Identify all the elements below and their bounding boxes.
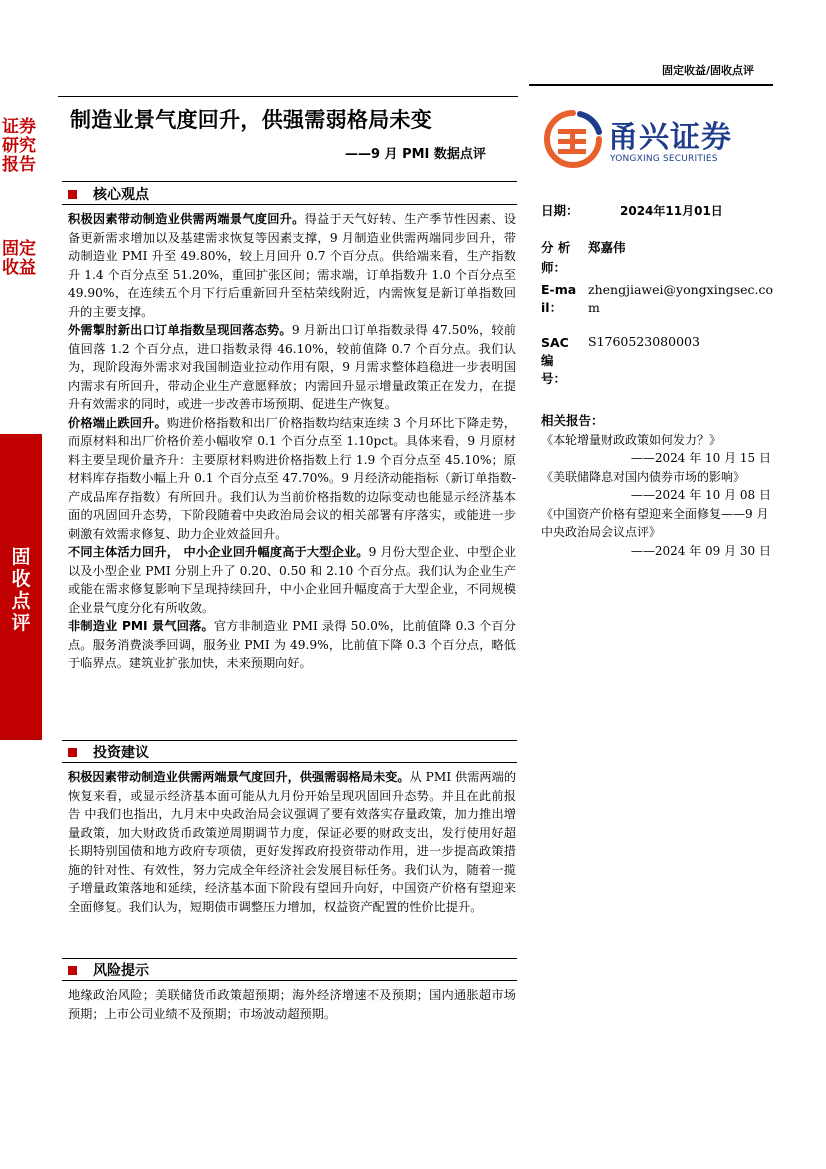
core-paragraph: 不同主体活力回升， 中小企业回升幅度高于大型企业。9 月份大型企业、中型企业以及小型企业 PMI 分别上升了 0.20、0.50 和 2.10 个百分点。我们认为企业生产或能在需求修复影响下呈现持续回升，中小企业回升幅度高于大型企业，不同规模企业景气度分化有所收敛。 xyxy=(68,545,516,615)
report-title: 制造业景气度回升，供强需弱格局未变 xyxy=(70,108,433,132)
section-heading-core-text: 核心观点 xyxy=(93,187,149,203)
report-category: 固定收益/固收点评 xyxy=(661,64,754,77)
related-item-date: ——2024 年 10 月 15 日 xyxy=(630,451,771,465)
related-item-title[interactable]: 《美联储降息对国内债券市场的影响》 xyxy=(541,469,746,484)
invest-body xyxy=(68,768,516,916)
section-heading-invest xyxy=(68,742,149,762)
side-label-middle: 固定收益 xyxy=(2,239,36,278)
core-paragraph: 外需掣肘新出口订单指数呈现回落态势。9 月新出口订单指数录得 47.50%，较前值回落 1.2 个百分点，进口指数录得 46.10%，较前值降 0.7 个百分点。我们认为，现阶段海外需求对我国制造业拉动作用有限，9 月需求整体趋稳进一步表明国内需求有所回升，带动企业生产意愿释放；内需回升显示增量政策正在发力，在提升有效需求的同时，或进一步改善市场预期、促进生产恢复。 xyxy=(68,323,516,411)
related-item-title[interactable]: 《中国资产价格有望迎来全面修复——9 月中央政治局会议点评》 xyxy=(541,506,769,539)
section-heading-invest-text: 投资建议 xyxy=(93,745,149,761)
section-rule-risk-bottom xyxy=(62,980,517,981)
section-heading-core xyxy=(68,184,149,204)
core-paragraph: 价格端止跌回升。购进价格指数和出厂价格指数均结束连续 3 个月环比下降走势，而原材料和出厂价格价差小幅收窄 0.1 个百分点至 1.10pct。具体来看，9 月原材料主要呈现价量齐升：主要原材料购进价格指数上行 1.9 个百分点至 45.10%；原材料库存指数小幅上升 0.1 个百分点至 47.70%。9 月经济动能指标（新订单指数-产成品库存指数）有所回升。我们认为当前价格指数的边际变动也能显示经济基本面的巩固回升态势，下阶段随着中央政治局会议的相关部署有序落实，或能进一步刺激有效需求修复、助力企业效益回升。 xyxy=(68,415,516,541)
logo-mark-icon xyxy=(544,110,602,168)
company-logo xyxy=(544,110,754,170)
side-label-bottom: 固收点评 xyxy=(11,546,31,634)
section-heading-risk-text: 风险提示 xyxy=(93,963,149,979)
related-item-title[interactable]: 《本轮增量财政政策如何发力？》 xyxy=(541,432,722,447)
section-bullet-icon xyxy=(68,966,77,975)
title-rule xyxy=(58,96,518,97)
report-subtitle: ——9 月 PMI 数据点评 xyxy=(345,147,486,162)
section-rule-risk xyxy=(62,958,517,959)
analyst-name: 郑嘉伟 xyxy=(588,240,626,255)
risk-paragraph: 地缘政治风险；美联储货币政策超预期；海外经济增速不及预期；国内通胀超市场预期；上市公司业绩不及预期；市场波动超预期。 xyxy=(68,988,516,1021)
risk-body xyxy=(68,986,516,1023)
logo-name-en: YONGXING SECURITIES xyxy=(610,154,718,164)
section-rule-invest xyxy=(62,740,517,741)
email-label: E-mail： xyxy=(541,282,577,315)
email-value[interactable]: zhengjiawei@yongxingsec.com xyxy=(588,282,774,315)
sac-value: S1760523080003 xyxy=(588,334,700,349)
related-reports xyxy=(541,412,771,560)
section-rule-core xyxy=(62,181,517,182)
date-value: 2024年11月01日 xyxy=(620,204,723,218)
sac-label: SAC 编号： xyxy=(541,335,569,386)
related-heading: 相关报告： xyxy=(541,413,604,428)
core-paragraph: 积极因素带动制造业供需两端景气度回升。得益于天气好转、生产季节性因素、设备更新需求增加以及基建需求恢复等因素支撑，9 月制造业供需两端同步回升，带动制造业 PMI 升至 49.80%，较上月回升 0.7 个百分点。供给端来看，生产指数升 1.4 个百分点至 51.20%，重回扩张区间；需求端，订单指数升 1.0 个百分点至 49.90%，在连续五个月下行后重新回升至枯荣线附近，内需恢复是新订单指数回升的主要支撑。 xyxy=(68,212,517,319)
logo-name-cn: 甬兴证券 xyxy=(608,120,732,155)
section-bullet-icon xyxy=(68,190,77,199)
header-rule xyxy=(529,84,773,86)
core-paragraph: 非制造业 PMI 景气回落。官方非制造业 PMI 录得 50.0%，比前值降 0.3 个百分点。服务消费淡季回调，服务业 PMI 为 49.9%，比前值下降 0.3 个百分点，略低于临界点。建筑业扩张加快，未来预期向好。 xyxy=(68,619,516,670)
core-body xyxy=(68,210,516,673)
invest-paragraph: 积极因素带动制造业供需两端景气度回升，供强需弱格局未变。从 PMI 供需两端的恢复来看，或显示经济基本面可能从九月份开始呈现巩固回升态势。并且在此前报告 中我们也指出，九月末中央政治局会议强调了要有效落实存量政策，加力推出增量政策，加大财政货币政策逆周期调节力度，保证必要的财政支出，发行使用好超长期特别国债和地方政府专项债，更好发挥政府投资带动作用，进一步提高政策措施的针对性、有效性，努力完成全年经济社会发展目标任务。我们认为，随着一揽子增量政策落地和延续，经济基本面下阶段有望回升向好，中国资产价格有望迎来全面修复。我们认为，短期债市调整压力增加，权益资产配置的性价比提升。 xyxy=(68,770,517,914)
analyst-label: 分 析 师： xyxy=(541,240,571,275)
section-bullet-icon xyxy=(68,748,77,757)
related-item-date: ——2024 年 09 月 30 日 xyxy=(630,543,771,558)
section-heading-risk xyxy=(68,960,149,980)
side-label-top: 证券研究报告 xyxy=(2,117,36,175)
date-label: 日期： xyxy=(541,203,579,218)
section-rule-invest-bottom xyxy=(62,762,517,763)
section-rule-core-bottom xyxy=(62,204,517,205)
related-item-date: ——2024 年 10 月 08 日 xyxy=(630,488,771,502)
